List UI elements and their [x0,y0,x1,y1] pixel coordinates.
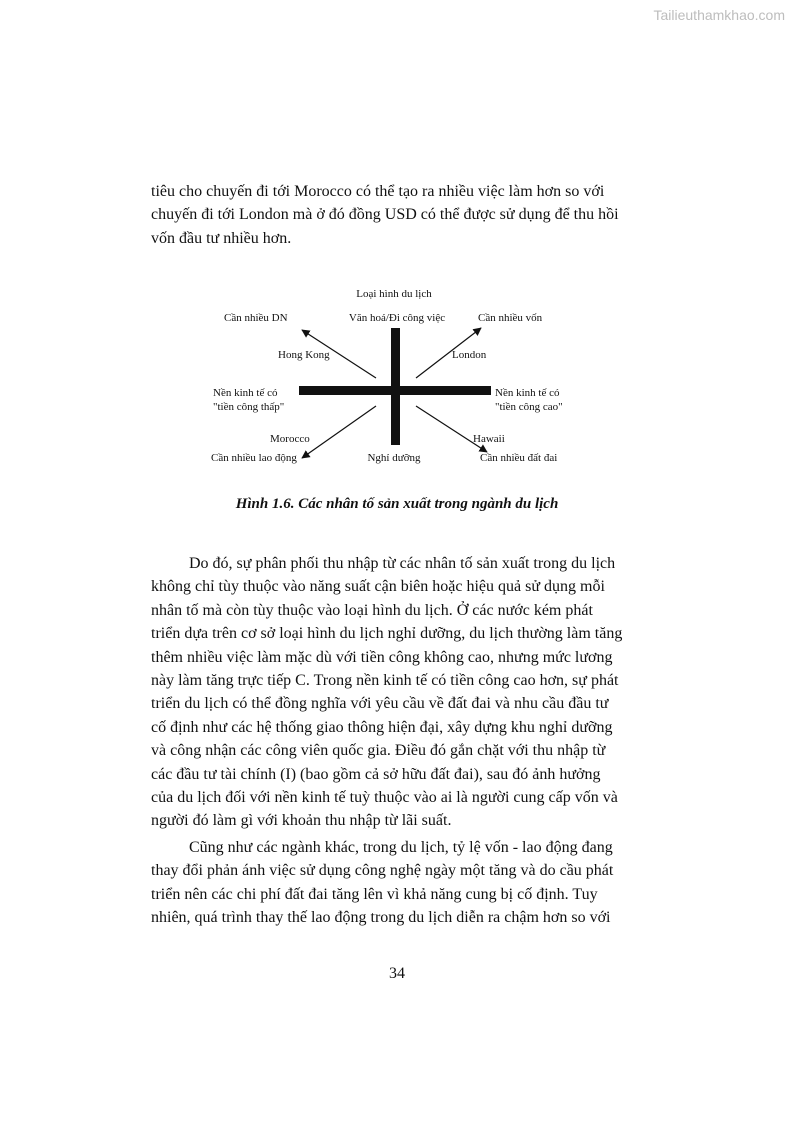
text-line: không chỉ tùy thuộc vào năng suất cận biên hoặc hiệu quả sử dụng mỗi [151,578,605,596]
arrow-bottom-left [302,406,376,458]
text-line: vốn đầu tư nhiều hơn. [151,229,292,247]
figure-caption: Hình 1.6. Các nhân tố sản xuất trong ngành du lịch [235,496,559,512]
body-paragraph-2 [151,836,643,930]
text-line: triển nên các chi phí đất đai tăng lên vì khả năng cung bị cố định. Tuy [151,885,598,903]
body-paragraph-1 [151,552,643,833]
label-tourism-type: Loại hình du lịch [356,288,432,300]
production-factors-diagram [0,0,794,480]
text-line: Cũng như các ngành khác, trong du lịch, tỷ lệ vốn - lao động đang [189,839,613,856]
text-line: nhân tố mà còn tùy thuộc vào loại hình du lịch. Ở các nước kém phát [151,601,593,619]
text-line: Do đó, sự phân phối thu nhập từ các nhân tố sản xuất trong du lịch [189,555,616,572]
watermark: Tailieuthamkhao.com [653,7,785,23]
label-needs-labour: Cần nhiều lao động [211,452,297,464]
label-needs-enterprises: Cần nhiều DN [224,312,288,324]
label-hawaii: Hawaii [473,433,505,445]
text-line: này làm tăng trực tiếp C. Trong nền kinh tế có tiền công cao hơn, sự phát [151,672,619,690]
text-line: các đầu tư tài chính (I) (bao gồm cả sở hữu đất đai), sau đó ảnh hưởng [151,765,601,783]
label-needs-capital: Cần nhiều vốn [478,312,543,324]
label-high-wage-economy-1: Nền kinh tế có [495,387,560,399]
text-line: tiêu cho chuyến đi tới Morocco có thể tạo ra nhiều việc làm hơn so với [151,183,605,200]
text-line: cố định như các hệ thống giao thông hiện đại, xây dựng khu nghỉ dưỡng [151,718,613,736]
text-line: thêm nhiều việc làm mặc dù với tiền công không cao, nhưng mức lương [151,648,613,666]
text-line: nhiên, quá trình thay thế lao động trong du lịch diễn ra chậm hơn so với [151,909,611,927]
text-line: người đó làm gì với khoản thu nhập từ lãi suất. [151,812,452,830]
text-line: và công nhận các công viên quốc gia. Điều đó gắn chặt với thu nhập từ [151,742,606,760]
arrow-bottom-right [416,406,487,452]
text-line: triển du lịch có thể đồng nghĩa với yêu cầu về đất đai và nhu cầu đầu tư [151,695,609,713]
label-resort: Nghỉ dưỡng [367,452,421,464]
page-number: 34 [389,965,405,982]
label-high-wage-economy-2: "tiền công cao" [495,401,563,413]
label-low-wage-economy-1: Nền kinh tế có [213,387,278,399]
text-line: triển dựa trên cơ sở loại hình du lịch nghỉ dưỡng, du lịch thường làm tăng [151,625,623,643]
label-hong-kong: Hong Kong [278,349,330,361]
label-culture-business: Văn hoá/Đi công việc [348,312,446,324]
label-morocco: Morocco [270,433,310,445]
text-line: chuyến đi tới London mà ở đó đồng USD có thể được sử dụng để thu hồi [151,206,619,224]
text-line: của du lịch đối với nền kinh tế tuỳ thuộc vào ai là người cung cấp vốn và [151,789,618,807]
horizontal-axis [299,386,491,395]
text-line: thay đổi phản ánh việc sử dụng công nghệ ngày một tăng và do cầu phát [151,862,614,880]
label-needs-land: Cần nhiều đất đai [480,452,558,464]
label-low-wage-economy-2: "tiền công thấp" [213,401,285,413]
label-london: London [452,349,487,361]
